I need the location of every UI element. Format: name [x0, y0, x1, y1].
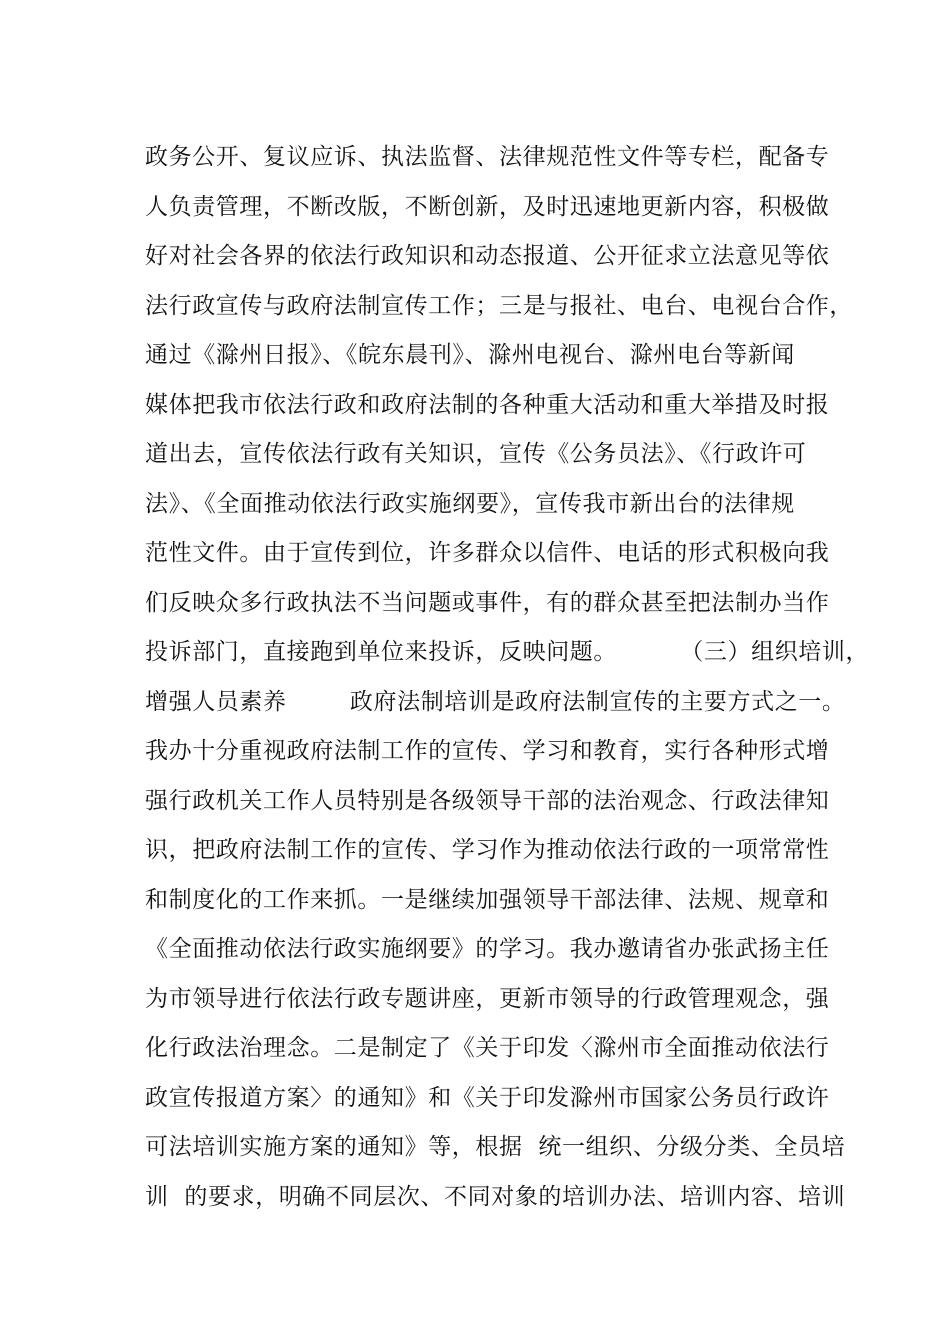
text-line: 识，把政府法制工作的宣传、学习作为推动依法行政的一项常常性: [145, 837, 830, 863]
text-line: 人负责管理，不断改版，不断创新，及时迅速地更新内容，积极做: [145, 193, 830, 220]
text-line: 《全面推动依法行政实施纲要》的学习。我办邀请省办张武扬主任: [145, 936, 830, 962]
text-line: 道出去，宣传依法行政有关知识，宣传《公务员法》、《行政许可: [145, 441, 807, 467]
text-line: 媒体把我市依法行政和政府法制的各种重大活动和重大举措及时报: [145, 391, 830, 418]
text-line: 们反映众多行政执法不当问题或事件，有的群众甚至把法制办当作: [145, 589, 830, 616]
text-line: 增强人员素养 政府法制培训是政府法制宣传的主要方式之一。: [145, 688, 846, 715]
body-text: [145, 133, 870, 1222]
text-line: 好对社会各界的依法行政知识和动态报道、公开征求立法意见等依: [145, 243, 830, 269]
text-line: 和制度化的工作来抓。一是继续加强领导干部法律、法规、规章和: [145, 886, 830, 913]
text-line: 范性文件。由于宣传到位，许多群众以信件、电话的形式积极向我: [145, 540, 830, 566]
text-line: 可法培训实施方案的通知》等，根据 统一组织、分级分类、全员培: [145, 1134, 846, 1160]
text-line: 强行政机关工作人员特别是各级领导干部的法治观念、行政法律知: [145, 787, 830, 814]
text-line: 投诉部门，直接跑到单位来投诉，反映问题。 （三）组织培训，: [145, 639, 870, 665]
text-line: 我办十分重视政府法制工作的宣传、学习和教育，实行各种形式增: [145, 738, 830, 764]
text-line: 训 的要求，明确不同层次、不同对象的培训办法、培训内容、培训: [145, 1183, 846, 1210]
text-line: 法行政宣传与政府法制宣传工作；三是与报社、电台、电视台合作，: [145, 292, 853, 319]
text-line: 通过《滁州日报》、《皖东晨刊》、滁州电视台、滁州电台等新闻: [145, 342, 795, 368]
text-line: 政宣传报道方案〉的通知》和《关于印发滁州市国家公务员行政许: [145, 1084, 830, 1111]
text-line: 法》、《全面推动依法行政实施纲要》，宣传我市新出台的法律规: [145, 490, 795, 517]
text-line: 化行政法治理念。二是制定了《关于印发〈滁州市全面推动依法行: [145, 1035, 830, 1061]
text-line: 政务公开、复议应诉、执法监督、法律规范性文件等专栏，配备专: [145, 144, 830, 170]
text-line: 为市领导进行依法行政专题讲座，更新市领导的行政管理观念，强: [145, 985, 830, 1012]
